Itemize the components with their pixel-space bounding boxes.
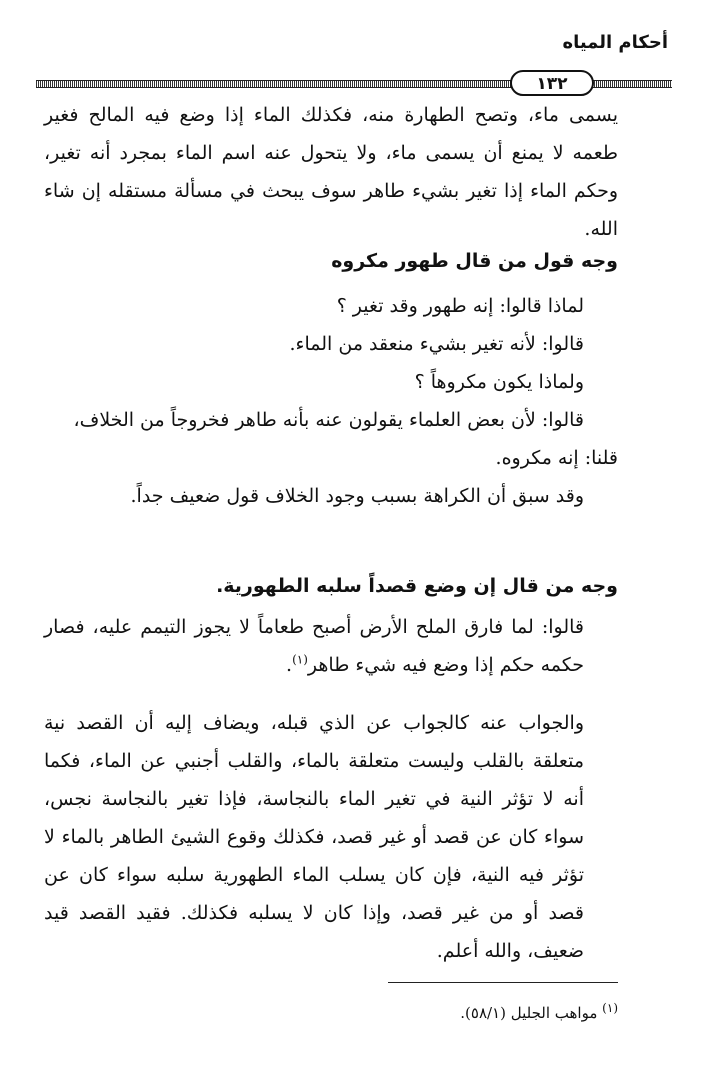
answer-2: قالوا: لأن بعض العلماء يقولون عنه بأنه طاهر فخروجاً من الخلاف، (73, 409, 584, 431)
paragraph-2-end: . (286, 654, 293, 676)
section-heading-2: وجه من قال إن وضع قصداً سلبه الطهورية. (216, 575, 618, 597)
paragraph-text: والجواب عنه كالجواب عن الذي قبله، ويضاف إليه أن القصد نية متعلقة بالقلب وليست متعلقة بالماء، والقلب أجنبي عن الماء، فكما أنه لا تؤثر النية في تغير الماء بالنجاسة، فإذا تغير بالنجاسة نجس، سواء كان عن قصد أو غير قصد، فكذلك وقوع الشيئ الطاهر بالماء لا تؤثر فيه النية، فإن كان يسلب الماء الطهورية سلبه سواء كان عن قصد أو من غير قصد، وإذا كان لا يسلبه فكذلك. فقيد القصد قيد ضعيف، والله أعلم. (44, 712, 584, 962)
footnote-text: مواهب الجليل (٥٨/١). (460, 1004, 598, 1022)
paragraph-1 (44, 96, 618, 248)
header-title: أحكام المياه (562, 32, 668, 53)
paragraph-text: يسمى ماء، وتصح الطهارة منه، فكذلك الماء إذا وضع فيه المالح فغير طعمه لا يمنع أن يسمى ماء، ولا يتحول عنه اسم الماء بمجرد أنه تغير، وحكم الماء إذا تغير بشيء طاهر سوف يبحث في مسألة مستقله إن شاء الله. (44, 104, 618, 240)
paragraph-3 (44, 704, 618, 970)
footnote-rule (388, 982, 618, 983)
section-heading-1: وجه قول من قال طهور مكروه (331, 250, 618, 272)
question-1: لماذا قالوا: إنه طهور وقد تغير ؟ (336, 295, 584, 317)
footnote-marker: (١) (602, 1001, 618, 1015)
qa-block (44, 287, 618, 515)
footnote-reference[interactable]: (١) (292, 652, 308, 667)
answer-1: قالوا: لأنه تغير بشيء منعقد من الماء. (289, 333, 584, 355)
footnote (460, 1001, 618, 1022)
paragraph-text (44, 608, 618, 684)
running-header (32, 20, 676, 94)
question-2: ولماذا يكون مكروهاً ؟ (414, 371, 584, 393)
page-number: ١٣٢ (510, 70, 594, 96)
paragraph-2-text: قالوا: لما فارق الملح الأرض أصبح طعاماً لا يجوز التيمم عليه، فصار حكمه حكم إذا وضع فيه شيء طاهر (44, 616, 584, 676)
paragraph-2 (44, 608, 618, 684)
note-1: وقد سبق أن الكراهة بسبب وجود الخلاف قول ضعيف جداً. (130, 485, 584, 507)
answer-2-continued: قلنا: إنه مكروه. (495, 447, 618, 469)
